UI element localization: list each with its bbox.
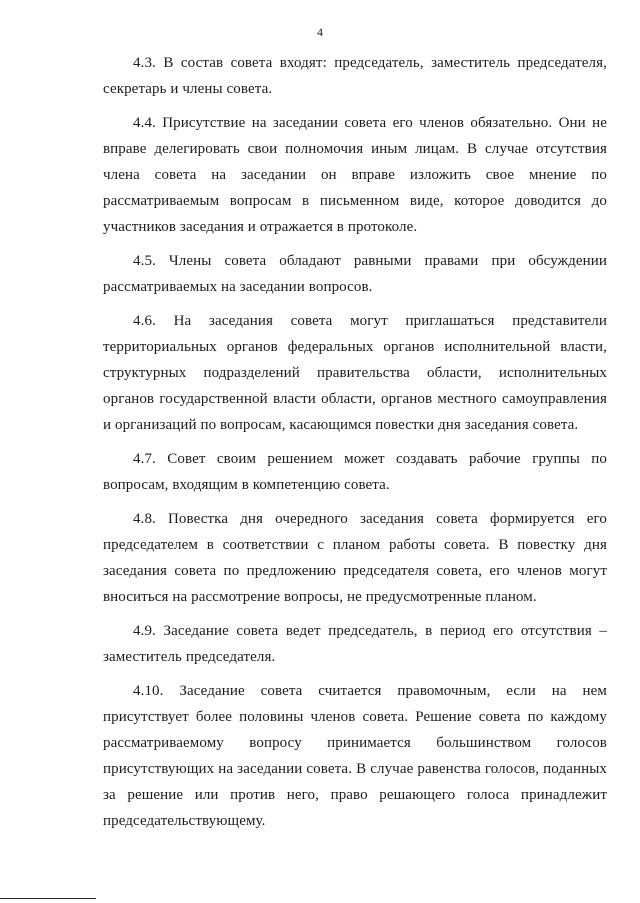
page-number: 4 bbox=[317, 25, 323, 39]
footnote-separator-line bbox=[0, 898, 96, 899]
paragraph-4-4: 4.4. Присутствие на заседании совета его членов обязательно. Они не вправе делегировать свои полномочия иным лицам. В случае отсутствия члена совета на заседании он вправе изложить свое мнение по рассматриваемым вопросам в письменном виде, которое доводится до участников заседания и отражается в протоколе. bbox=[103, 115, 607, 235]
paragraph-4-5: 4.5. Члены совета обладают равными правами при обсуждении рассматриваемых на заседании вопросов. bbox=[103, 253, 607, 295]
paragraph-4-9: 4.9. Заседание совета ведет председатель, в период его отсутствия – заместитель председателя. bbox=[103, 623, 607, 665]
paragraph-4-3: 4.3. В состав совета входят: председатель, заместитель председателя, секретарь и члены совета. bbox=[103, 55, 607, 97]
paragraph-4-7: 4.7. Совет своим решением может создавать рабочие группы по вопросам, входящим в компетенцию совета. bbox=[103, 451, 607, 493]
paragraph-4-8: 4.8. Повестка дня очередного заседания совета формируется его председателем в соответствии с планом работы совета. В повестку дня заседания совета по предложению председателя совета, его членов могут вноситься на рассмотрение вопросы, не предусмотренные планом. bbox=[103, 511, 607, 605]
paragraph-4-6: 4.6. На заседания совета могут приглашаться представители территориальных органов федеральных органов исполнительной власти, структурных подразделений правительства области, исполнительных органов государственной власти области, органов местного самоуправления и организаций по вопросам, касающимся повестки дня заседания совета. bbox=[103, 313, 607, 433]
paragraph-4-10: 4.10. Заседание совета считается правомочным, если на нем присутствует более половины членов совета. Решение совета по каждому рассматриваемому вопросу принимается большинством голосов присутствующих на заседании совета. В случае равенства голосов, поданных за решение или против него, право решающего голоса принадлежит председательствующему. bbox=[103, 683, 607, 829]
document-body bbox=[103, 50, 607, 842]
